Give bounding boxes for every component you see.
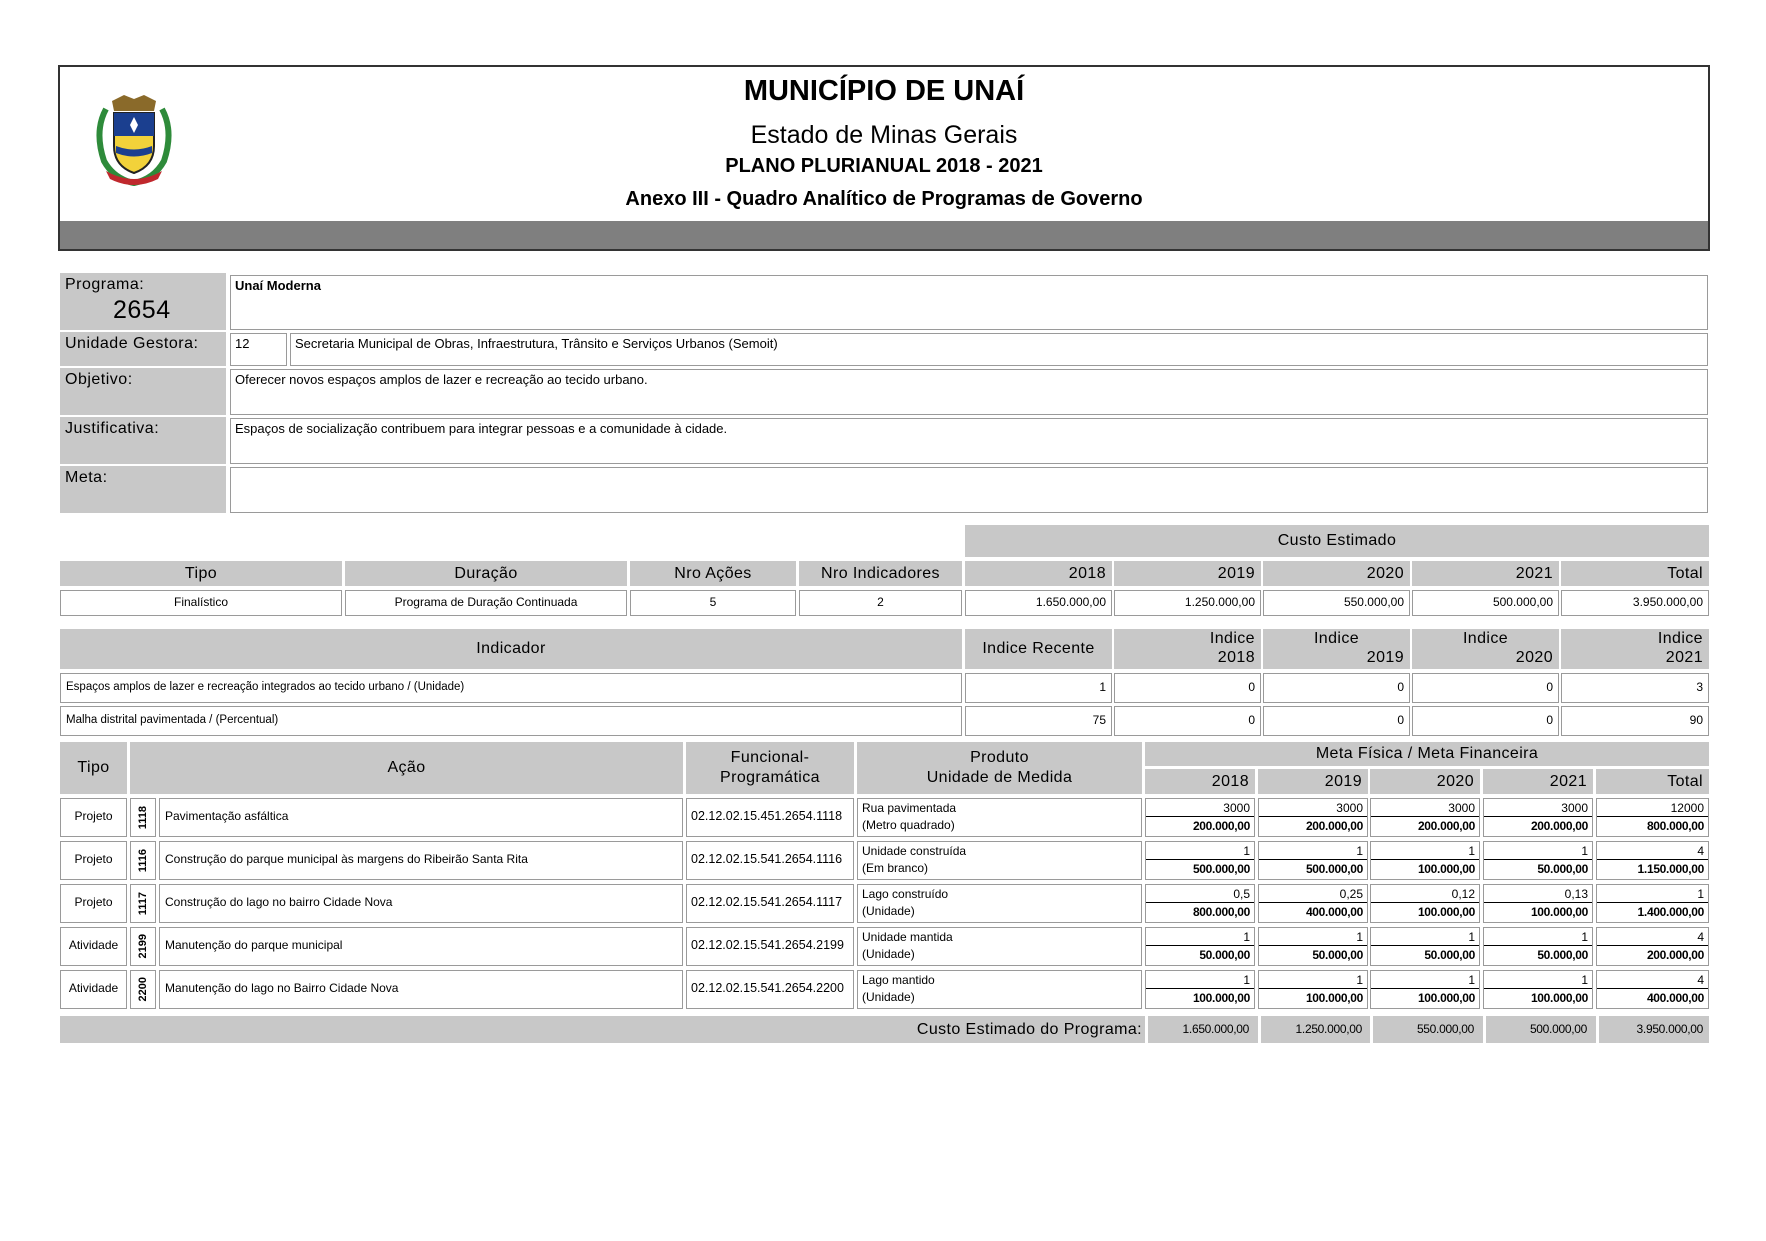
action-code: 2200 (137, 977, 149, 1002)
indicator-row-value: 0 (1412, 706, 1559, 736)
state-name: Estado de Minas Gerais (750, 121, 1018, 149)
action-meta-cell (1596, 884, 1709, 923)
action-meta-cell (1596, 927, 1709, 966)
meta-year-header: 2019 (1258, 769, 1368, 794)
unit-name: Secretaria Municipal de Obras, Infraestrutura, Trânsito e Serviços Urbanos (Semoit) (290, 333, 1708, 366)
indicator-header-i2021-line2: 2021 (1665, 649, 1703, 666)
meta-fisica: 4 (1597, 842, 1708, 860)
indicator-row-value: 0 (1263, 706, 1410, 736)
indicator-header-i2019-line1: Indice (1313, 630, 1360, 647)
action-meta-cell (1483, 970, 1593, 1009)
summary-value-1: Programa de Duração Continuada (345, 590, 627, 616)
meta-fisica: 12000 (1597, 799, 1708, 817)
action-meta-cell (1596, 841, 1709, 880)
action-meta-cell (1483, 798, 1593, 837)
action-code-cell (130, 970, 156, 1009)
action-funcional: 02.12.02.15.541.2654.1117 (686, 884, 854, 923)
indicator-header-i2020 (1412, 629, 1559, 669)
meta-financeira: 100.000,00 (1305, 991, 1363, 1005)
action-unidade: (Metro quadrado) (862, 818, 955, 832)
action-meta-cell (1258, 884, 1368, 923)
indice-recente-header: Indice Recente (965, 629, 1112, 669)
action-unidade: (Unidade) (862, 990, 915, 1004)
action-meta-cell (1370, 841, 1480, 880)
action-name: Manutenção do parque municipal (159, 927, 683, 966)
meta-financeira: 1.400.000,00 (1637, 905, 1704, 919)
action-code: 1118 (137, 805, 149, 830)
program-code: 2654 (113, 296, 171, 324)
action-meta-cell (1145, 841, 1255, 880)
meta-financeira: 200.000,00 (1417, 819, 1475, 833)
meta-fisica: 1 (1484, 971, 1592, 989)
meta-financeira: 100.000,00 (1417, 991, 1475, 1005)
indicator-header-i2018-line2: 2018 (1217, 649, 1255, 666)
action-meta-cell (1370, 970, 1480, 1009)
summary-header-4: 2018 (965, 561, 1112, 586)
indicator-header-i2020-line1: Indice (1462, 630, 1509, 647)
indicator-row-value: 3 (1561, 673, 1709, 703)
unidade-label: Unidade Gestora: (60, 332, 226, 366)
program-name: Unaí Moderna (230, 275, 1708, 330)
meta-financeira: 500.000,00 (1192, 862, 1250, 876)
acao-tipo-header: Tipo (60, 742, 127, 794)
action-meta-cell (1370, 884, 1480, 923)
indicator-header-i2019 (1263, 629, 1410, 669)
meta-label: Meta: (60, 466, 226, 513)
meta-financeira: 200.000,00 (1192, 819, 1250, 833)
meta-financeira: 50.000,00 (1424, 948, 1475, 962)
action-code-cell (130, 841, 156, 880)
funcional-header-line2: Programática (720, 769, 820, 786)
objetivo-label: Objetivo: (60, 368, 226, 415)
meta-financeira: 400.000,00 (1646, 991, 1704, 1005)
action-code: 2199 (137, 934, 149, 959)
action-meta-cell (1596, 970, 1709, 1009)
action-produto-cell (857, 927, 1142, 966)
meta-fisica: 0,25 (1259, 885, 1367, 903)
action-meta-cell (1145, 970, 1255, 1009)
indicator-row-name: Malha distrital pavimentada / (Percentual) (60, 706, 962, 736)
program-label-cell (60, 273, 226, 330)
summary-value-5: 1.250.000,00 (1114, 590, 1261, 616)
action-name: Pavimentação asfáltica (159, 798, 683, 837)
summary-value-6: 550.000,00 (1263, 590, 1410, 616)
meta-fisica: 0,13 (1484, 885, 1592, 903)
indicator-row-name: Espaços amplos de lazer e recreação integrados ao tecido urbano / (Unidade) (60, 673, 962, 703)
justificativa-label: Justificativa: (60, 417, 226, 464)
action-unidade: (Em branco) (862, 861, 929, 875)
meta-fisica: 1 (1259, 971, 1367, 989)
meta-fisica: 1 (1146, 971, 1254, 989)
action-tipo: Atividade (60, 970, 127, 1009)
meta-fisica: 1 (1259, 928, 1367, 946)
action-unidade: (Unidade) (862, 904, 915, 918)
justificativa-text: Espaços de socialização contribuem para integrar pessoas e a comunidade à cidade. (230, 418, 1708, 464)
meta-financeira: 800.000,00 (1192, 905, 1250, 919)
indicator-row-value: 75 (965, 706, 1112, 736)
meta-fisica: 1 (1371, 971, 1479, 989)
action-unidade: (Unidade) (862, 947, 915, 961)
meta-financeira: 50.000,00 (1537, 948, 1588, 962)
action-meta-cell (1145, 884, 1255, 923)
meta-fisica: 0,12 (1371, 885, 1479, 903)
action-produto: Unidade construída (862, 844, 967, 858)
action-produto-cell (857, 798, 1142, 837)
action-meta-cell (1483, 927, 1593, 966)
meta-fisica: 3000 (1484, 799, 1592, 817)
meta-financeira: 100.000,00 (1530, 991, 1588, 1005)
action-produto: Lago mantido (862, 973, 935, 987)
action-produto: Rua pavimentada (862, 801, 957, 815)
meta-year-header: Total (1596, 769, 1709, 794)
meta-financeira: 100.000,00 (1417, 905, 1475, 919)
action-funcional: 02.12.02.15.541.2654.2200 (686, 970, 854, 1009)
footer-total-value: 1.250.000,00 (1258, 1016, 1368, 1043)
meta-year-header: 2018 (1145, 769, 1255, 794)
action-name: Construção do lago no bairro Cidade Nova (159, 884, 683, 923)
action-produto: Lago construído (862, 887, 949, 901)
summary-value-4: 1.650.000,00 (965, 590, 1112, 616)
meta-fisica: 1 (1484, 928, 1592, 946)
meta-fisica: 1 (1484, 842, 1592, 860)
summary-header-8: Total (1561, 561, 1709, 586)
produto-header-line1: Produto (970, 749, 1029, 766)
meta-financeira: 50.000,00 (1312, 948, 1363, 962)
meta-financeira: 200.000,00 (1646, 948, 1704, 962)
action-code-cell (130, 884, 156, 923)
action-meta-cell (1258, 798, 1368, 837)
annex-title: Anexo III - Quadro Analítico de Programas de Governo (625, 188, 1143, 210)
action-meta-cell (1370, 927, 1480, 966)
meta-financeira: 50.000,00 (1537, 862, 1588, 876)
summary-value-2: 5 (630, 590, 796, 616)
footer-total-value: 500.000,00 (1483, 1016, 1593, 1043)
indicator-header-i2019-line2: 2019 (1366, 649, 1404, 666)
action-meta-cell (1145, 927, 1255, 966)
meta-financeira: 200.000,00 (1530, 819, 1588, 833)
action-tipo: Atividade (60, 927, 127, 966)
indicator-row-value: 0 (1412, 673, 1559, 703)
indicator-header-i2021 (1561, 629, 1709, 669)
action-funcional: 02.12.02.15.541.2654.2199 (686, 927, 854, 966)
action-name: Manutenção do lago no Bairro Cidade Nova (159, 970, 683, 1009)
program-label: Programa: (65, 276, 145, 293)
footer-total-value: 1.650.000,00 (1145, 1016, 1255, 1043)
action-funcional: 02.12.02.15.541.2654.1116 (686, 841, 854, 880)
indicator-row-value: 1 (965, 673, 1112, 703)
action-code: 1117 (137, 891, 149, 916)
summary-value-3: 2 (799, 590, 962, 616)
action-code-cell (130, 798, 156, 837)
meta-financeira: 200.000,00 (1305, 819, 1363, 833)
indicator-row-value: 0 (1263, 673, 1410, 703)
indicator-header-i2020-line2: 2020 (1515, 649, 1553, 666)
action-meta-cell (1258, 927, 1368, 966)
indicator-row-value: 0 (1114, 706, 1261, 736)
action-produto-cell (857, 841, 1142, 880)
footer-total-value: 3.950.000,00 (1596, 1016, 1709, 1043)
meta-year-header: 2020 (1370, 769, 1480, 794)
footer-total-value: 550.000,00 (1370, 1016, 1480, 1043)
action-produto-cell (857, 884, 1142, 923)
action-tipo: Projeto (60, 841, 127, 880)
report-header (58, 65, 1710, 251)
meta-financeira: 100.000,00 (1192, 991, 1250, 1005)
meta-fisica: 0,5 (1146, 885, 1254, 903)
action-tipo: Projeto (60, 798, 127, 837)
meta-fisica: 3000 (1371, 799, 1479, 817)
action-meta-cell (1145, 798, 1255, 837)
unit-code: 12 (230, 333, 287, 366)
meta-fisica: 3000 (1259, 799, 1367, 817)
plan-title: PLANO PLURIANUAL 2018 - 2021 (725, 155, 1043, 177)
meta-fisica: 4 (1597, 928, 1708, 946)
meta-fisica: 3000 (1146, 799, 1254, 817)
action-meta-cell (1258, 841, 1368, 880)
meta-financeira: 500.000,00 (1305, 862, 1363, 876)
indicator-header-i2018-line1: Indice (1209, 630, 1255, 647)
objetivo-text: Oferecer novos espaços amplos de lazer e recreação ao tecido urbano. (230, 369, 1708, 415)
meta-fisica: 1 (1371, 842, 1479, 860)
action-funcional: 02.12.02.15.451.2654.1118 (686, 798, 854, 837)
meta-text (230, 467, 1708, 513)
action-code-cell (130, 927, 156, 966)
action-meta-cell (1483, 841, 1593, 880)
summary-header-6: 2020 (1263, 561, 1410, 586)
action-meta-cell (1596, 798, 1709, 837)
custo-programa-label: Custo Estimado do Programa: (916, 1021, 1142, 1038)
acao-header: Ação (130, 742, 683, 794)
action-meta-cell (1370, 798, 1480, 837)
municipality-title: MUNICÍPIO DE UNAÍ (743, 75, 1025, 107)
meta-financeira: 100.000,00 (1530, 905, 1588, 919)
meta-fisica: 1 (1259, 842, 1367, 860)
meta-fisica: 1 (1146, 928, 1254, 946)
meta-fisica: 1 (1371, 928, 1479, 946)
indicator-row-value: 90 (1561, 706, 1709, 736)
action-code: 1116 (137, 848, 149, 873)
summary-value-7: 500.000,00 (1412, 590, 1559, 616)
funcional-header-line1: Funcional- (730, 749, 810, 766)
summary-header-5: 2019 (1114, 561, 1261, 586)
action-produto-cell (857, 970, 1142, 1009)
summary-header-1: Duração (345, 561, 627, 586)
indicator-header-i2018 (1114, 629, 1261, 669)
produto-header-line2: Unidade de Medida (926, 769, 1073, 786)
meta-financeira: 50.000,00 (1199, 948, 1250, 962)
action-tipo: Projeto (60, 884, 127, 923)
produto-header (857, 742, 1142, 794)
meta-fisica: 1 (1146, 842, 1254, 860)
indicator-row-value: 0 (1114, 673, 1261, 703)
custo-estimado-header: Custo Estimado (965, 525, 1709, 557)
summary-header-2: Nro Ações (630, 561, 796, 586)
meta-fisica-financeira-header: Meta Física / Meta Financeira (1145, 742, 1709, 766)
action-name: Construção do parque municipal às margens do Ribeirão Santa Rita (159, 841, 683, 880)
indicador-header: Indicador (60, 629, 962, 669)
meta-financeira: 100.000,00 (1417, 862, 1475, 876)
meta-fisica: 4 (1597, 971, 1708, 989)
meta-financeira: 1.150.000,00 (1637, 862, 1704, 876)
meta-financeira: 400.000,00 (1305, 905, 1363, 919)
meta-financeira: 800.000,00 (1646, 819, 1704, 833)
action-produto: Unidade mantida (862, 930, 953, 944)
meta-year-header: 2021 (1483, 769, 1593, 794)
summary-value-8: 3.950.000,00 (1561, 590, 1709, 616)
header-band (60, 221, 1708, 249)
summary-header-3: Nro Indicadores (799, 561, 962, 586)
indicator-header-i2021-line1: Indice (1657, 630, 1703, 647)
action-meta-cell (1258, 970, 1368, 1009)
meta-fisica: 1 (1597, 885, 1708, 903)
summary-header-0: Tipo (60, 561, 342, 586)
summary-value-0: Finalístico (60, 590, 342, 616)
action-meta-cell (1483, 884, 1593, 923)
funcional-header (686, 742, 854, 794)
summary-header-7: 2021 (1412, 561, 1559, 586)
